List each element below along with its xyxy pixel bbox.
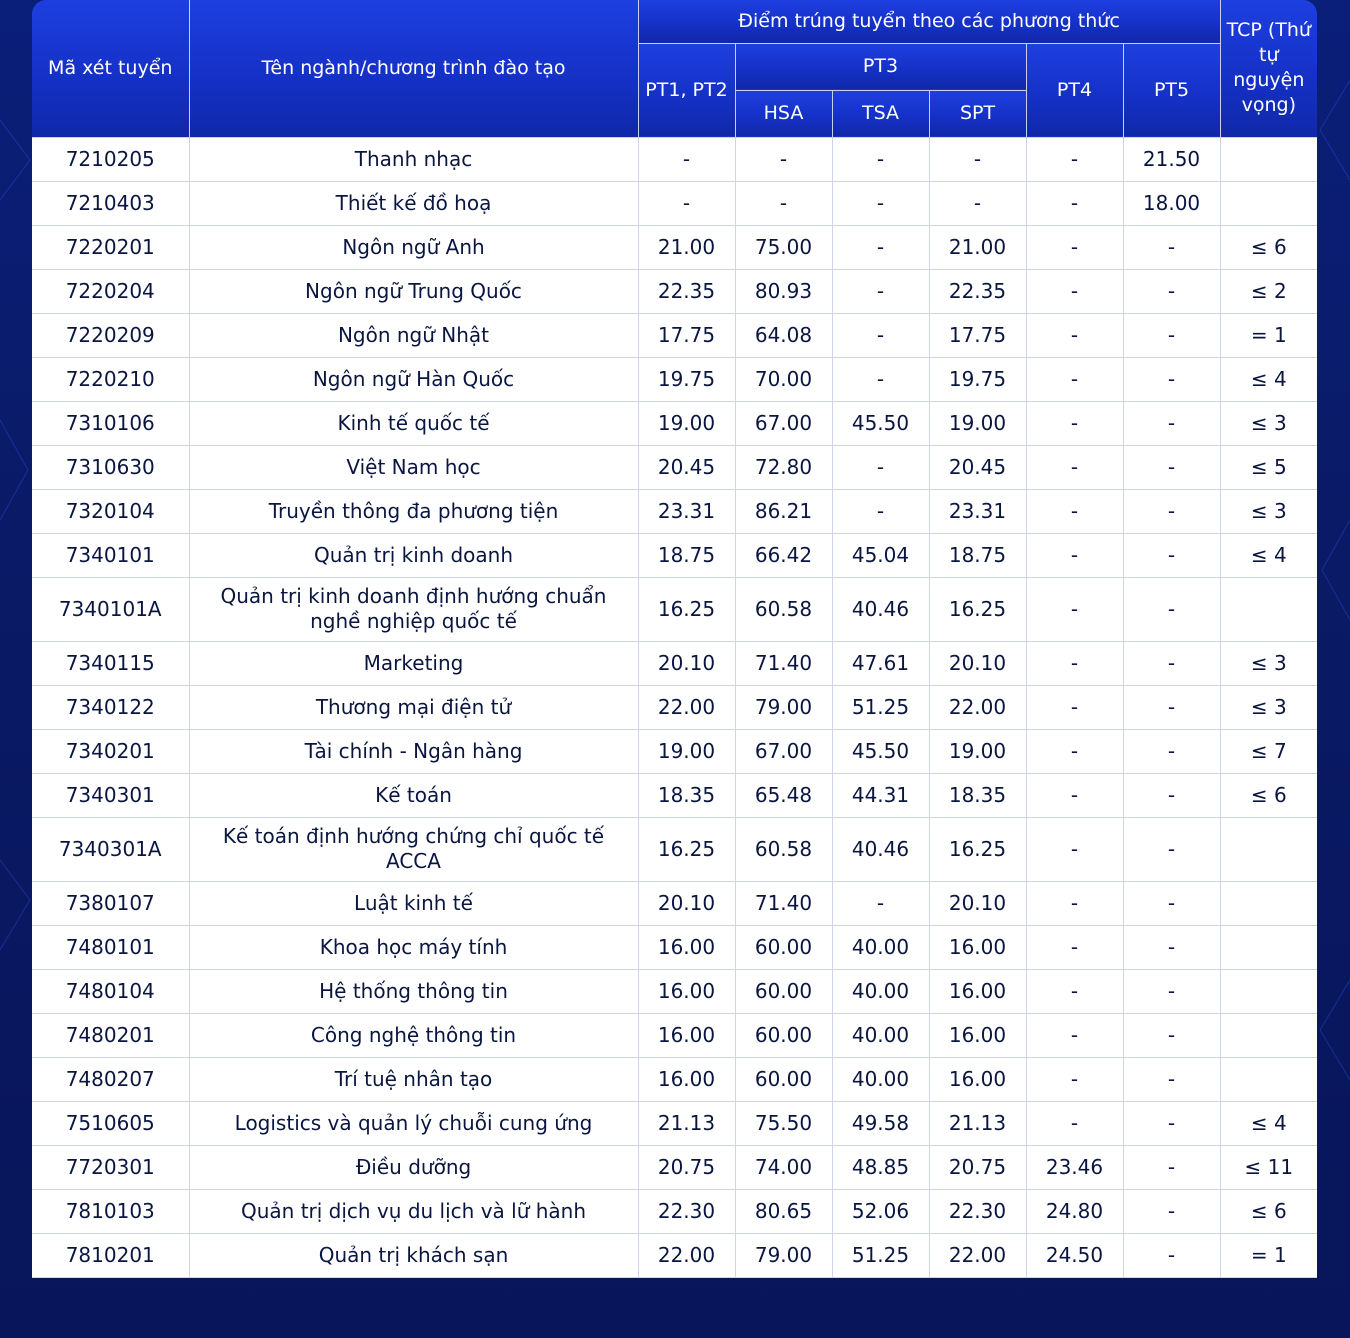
- pt4-cell: -: [1026, 1013, 1123, 1057]
- table-row: [32, 729, 1317, 773]
- code-cell: 7510605: [32, 1101, 189, 1145]
- code-cell: 7210403: [32, 181, 189, 225]
- pt4-cell: -: [1026, 357, 1123, 401]
- tsa-cell: -: [832, 313, 929, 357]
- tsa-cell: -: [832, 269, 929, 313]
- hsa-cell: 60.00: [735, 1013, 832, 1057]
- tcp-cell: ≤ 6: [1220, 225, 1317, 269]
- pt5-cell: -: [1123, 729, 1220, 773]
- pt5-cell: -: [1123, 685, 1220, 729]
- code-cell: 7480201: [32, 1013, 189, 1057]
- program-name-cell: Khoa học máy tính: [189, 925, 638, 969]
- table-row: [32, 773, 1317, 817]
- pt5-cell: -: [1123, 773, 1220, 817]
- table-row: [32, 577, 1317, 641]
- spt-cell: 16.00: [929, 1057, 1026, 1101]
- tsa-cell: -: [832, 225, 929, 269]
- pt1-pt2-cell: 18.35: [638, 773, 735, 817]
- pt1-pt2-cell: 16.25: [638, 817, 735, 881]
- tsa-cell: 40.00: [832, 969, 929, 1013]
- hsa-cell: 67.00: [735, 729, 832, 773]
- pt1-pt2-cell: 17.75: [638, 313, 735, 357]
- hsa-cell: 65.48: [735, 773, 832, 817]
- pt5-cell: -: [1123, 225, 1220, 269]
- spt-cell: -: [929, 137, 1026, 181]
- code-cell: 7220209: [32, 313, 189, 357]
- spt-cell: 19.00: [929, 401, 1026, 445]
- code-cell: 7210205: [32, 137, 189, 181]
- pt5-cell: -: [1123, 313, 1220, 357]
- program-name-cell: Quản trị khách sạn: [189, 1233, 638, 1277]
- pt5-cell: -: [1123, 969, 1220, 1013]
- table-row: [32, 357, 1317, 401]
- pt1-pt2-cell: 19.00: [638, 729, 735, 773]
- code-cell: 7340301A: [32, 817, 189, 881]
- pt4-cell: -: [1026, 225, 1123, 269]
- tsa-cell: 40.46: [832, 577, 929, 641]
- hsa-cell: 79.00: [735, 685, 832, 729]
- spt-cell: 16.25: [929, 817, 1026, 881]
- pt1-pt2-cell: 23.31: [638, 489, 735, 533]
- program-name-cell: Trí tuệ nhân tạo: [189, 1057, 638, 1101]
- spt-cell: 21.00: [929, 225, 1026, 269]
- pt1-pt2-cell: 16.00: [638, 1057, 735, 1101]
- hsa-cell: 60.58: [735, 577, 832, 641]
- code-cell: 7340201: [32, 729, 189, 773]
- code-cell: 7340101A: [32, 577, 189, 641]
- tsa-cell: 49.58: [832, 1101, 929, 1145]
- pt4-cell: -: [1026, 269, 1123, 313]
- pt1-pt2-cell: -: [638, 181, 735, 225]
- spt-cell: 21.13: [929, 1101, 1026, 1145]
- table-row: [32, 641, 1317, 685]
- table-row: [32, 817, 1317, 881]
- table-row: [32, 1189, 1317, 1233]
- program-name-cell: Truyền thông đa phương tiện: [189, 489, 638, 533]
- program-name-cell: Quản trị dịch vụ du lịch và lữ hành: [189, 1189, 638, 1233]
- spt-cell: 20.75: [929, 1145, 1026, 1189]
- pt5-cell: -: [1123, 533, 1220, 577]
- tcp-cell: ≤ 6: [1220, 773, 1317, 817]
- header-spt: SPT: [929, 90, 1026, 137]
- spt-cell: 20.10: [929, 641, 1026, 685]
- tcp-cell: [1220, 1057, 1317, 1101]
- tcp-cell: [1220, 817, 1317, 881]
- pt5-cell: -: [1123, 445, 1220, 489]
- pt4-cell: 24.50: [1026, 1233, 1123, 1277]
- code-cell: 7340101: [32, 533, 189, 577]
- tcp-cell: [1220, 577, 1317, 641]
- pt5-cell: -: [1123, 1101, 1220, 1145]
- pt5-cell: 21.50: [1123, 137, 1220, 181]
- table-row: [32, 489, 1317, 533]
- tsa-cell: 51.25: [832, 1233, 929, 1277]
- table-row: [32, 1013, 1317, 1057]
- table-row: [32, 401, 1317, 445]
- table-row: [32, 269, 1317, 313]
- pt1-pt2-cell: 20.10: [638, 881, 735, 925]
- spt-cell: 20.45: [929, 445, 1026, 489]
- tsa-cell: 40.00: [832, 1057, 929, 1101]
- tsa-cell: 47.61: [832, 641, 929, 685]
- program-name-cell: Kế toán định hướng chứng chỉ quốc tế ACCA: [189, 817, 638, 881]
- header-program-name: Tên ngành/chương trình đào tạo: [189, 0, 638, 137]
- spt-cell: 20.10: [929, 881, 1026, 925]
- pt5-cell: -: [1123, 1145, 1220, 1189]
- tcp-cell: ≤ 4: [1220, 357, 1317, 401]
- program-name-cell: Công nghệ thông tin: [189, 1013, 638, 1057]
- header-tcp: TCP (Thứ tự nguyện vọng): [1220, 0, 1317, 137]
- table-row: [32, 445, 1317, 489]
- table-row: [32, 313, 1317, 357]
- pt1-pt2-cell: -: [638, 137, 735, 181]
- pt5-cell: -: [1123, 817, 1220, 881]
- pt5-cell: -: [1123, 1189, 1220, 1233]
- tcp-cell: ≤ 7: [1220, 729, 1317, 773]
- pt4-cell: 24.80: [1026, 1189, 1123, 1233]
- tcp-cell: [1220, 181, 1317, 225]
- code-cell: 7380107: [32, 881, 189, 925]
- pt4-cell: -: [1026, 641, 1123, 685]
- hsa-cell: 66.42: [735, 533, 832, 577]
- tcp-cell: ≤ 3: [1220, 641, 1317, 685]
- pt5-cell: -: [1123, 881, 1220, 925]
- hsa-cell: 79.00: [735, 1233, 832, 1277]
- spt-cell: 22.30: [929, 1189, 1026, 1233]
- pt4-cell: -: [1026, 445, 1123, 489]
- pt4-cell: -: [1026, 313, 1123, 357]
- program-name-cell: Thanh nhạc: [189, 137, 638, 181]
- program-name-cell: Thiết kế đồ hoạ: [189, 181, 638, 225]
- tsa-cell: 45.50: [832, 401, 929, 445]
- table-row: [32, 1057, 1317, 1101]
- hsa-cell: 74.00: [735, 1145, 832, 1189]
- hsa-cell: 86.21: [735, 489, 832, 533]
- pt4-cell: -: [1026, 817, 1123, 881]
- tsa-cell: -: [832, 181, 929, 225]
- program-name-cell: Việt Nam học: [189, 445, 638, 489]
- program-name-cell: Điều dưỡng: [189, 1145, 638, 1189]
- pt5-cell: -: [1123, 401, 1220, 445]
- hsa-cell: 80.93: [735, 269, 832, 313]
- header-admission-methods: Điểm trúng tuyển theo các phương thức: [638, 0, 1220, 43]
- spt-cell: 16.00: [929, 1013, 1026, 1057]
- table-row: [32, 685, 1317, 729]
- hsa-cell: 71.40: [735, 881, 832, 925]
- program-name-cell: Marketing: [189, 641, 638, 685]
- spt-cell: 22.35: [929, 269, 1026, 313]
- pt4-cell: -: [1026, 1057, 1123, 1101]
- table-row: [32, 1145, 1317, 1189]
- code-cell: 7810201: [32, 1233, 189, 1277]
- pt1-pt2-cell: 22.30: [638, 1189, 735, 1233]
- pt5-cell: -: [1123, 357, 1220, 401]
- hsa-cell: 71.40: [735, 641, 832, 685]
- pt4-cell: -: [1026, 773, 1123, 817]
- pt1-pt2-cell: 22.00: [638, 685, 735, 729]
- tcp-cell: ≤ 3: [1220, 685, 1317, 729]
- pt5-cell: -: [1123, 641, 1220, 685]
- admission-score-table: [32, 0, 1317, 1278]
- table-row: [32, 881, 1317, 925]
- code-cell: 7480207: [32, 1057, 189, 1101]
- tcp-cell: ≤ 3: [1220, 489, 1317, 533]
- header-pt1-pt2: PT1, PT2: [638, 43, 735, 137]
- pt1-pt2-cell: 21.00: [638, 225, 735, 269]
- pt5-cell: -: [1123, 577, 1220, 641]
- pt4-cell: -: [1026, 685, 1123, 729]
- tcp-cell: = 1: [1220, 313, 1317, 357]
- tcp-cell: = 1: [1220, 1233, 1317, 1277]
- pt5-cell: -: [1123, 1057, 1220, 1101]
- pt4-cell: -: [1026, 577, 1123, 641]
- pt1-pt2-cell: 16.00: [638, 925, 735, 969]
- hsa-cell: -: [735, 181, 832, 225]
- program-name-cell: Quản trị kinh doanh: [189, 533, 638, 577]
- code-cell: 7340122: [32, 685, 189, 729]
- pt5-cell: -: [1123, 1233, 1220, 1277]
- table-body: [32, 137, 1317, 1277]
- pt1-pt2-cell: 22.35: [638, 269, 735, 313]
- hsa-cell: 60.00: [735, 925, 832, 969]
- spt-cell: 16.00: [929, 925, 1026, 969]
- tsa-cell: -: [832, 881, 929, 925]
- pt4-cell: -: [1026, 881, 1123, 925]
- program-name-cell: Quản trị kinh doanh định hướng chuẩn nghề nghiệp quốc tế: [189, 577, 638, 641]
- table-row: [32, 533, 1317, 577]
- hsa-cell: 72.80: [735, 445, 832, 489]
- tcp-cell: ≤ 4: [1220, 533, 1317, 577]
- pt4-cell: -: [1026, 137, 1123, 181]
- table-row: [32, 969, 1317, 1013]
- program-name-cell: Tài chính - Ngân hàng: [189, 729, 638, 773]
- pt5-cell: -: [1123, 1013, 1220, 1057]
- pt5-cell: -: [1123, 489, 1220, 533]
- code-cell: 7340301: [32, 773, 189, 817]
- spt-cell: 23.31: [929, 489, 1026, 533]
- hsa-cell: 60.58: [735, 817, 832, 881]
- program-name-cell: Luật kinh tế: [189, 881, 638, 925]
- header-pt5: PT5: [1123, 43, 1220, 137]
- pt4-cell: -: [1026, 401, 1123, 445]
- code-cell: 7340115: [32, 641, 189, 685]
- tcp-cell: ≤ 2: [1220, 269, 1317, 313]
- pt5-cell: -: [1123, 269, 1220, 313]
- tsa-cell: -: [832, 137, 929, 181]
- hsa-cell: 67.00: [735, 401, 832, 445]
- pt4-cell: -: [1026, 729, 1123, 773]
- tsa-cell: 52.06: [832, 1189, 929, 1233]
- pt1-pt2-cell: 20.45: [638, 445, 735, 489]
- tsa-cell: 44.31: [832, 773, 929, 817]
- header-tsa: TSA: [832, 90, 929, 137]
- tcp-cell: ≤ 4: [1220, 1101, 1317, 1145]
- code-cell: 7220210: [32, 357, 189, 401]
- hsa-cell: 60.00: [735, 969, 832, 1013]
- code-cell: 7480101: [32, 925, 189, 969]
- pt4-cell: -: [1026, 1101, 1123, 1145]
- tcp-cell: [1220, 969, 1317, 1013]
- pt4-cell: -: [1026, 533, 1123, 577]
- hsa-cell: 60.00: [735, 1057, 832, 1101]
- program-name-cell: Logistics và quản lý chuỗi cung ứng: [189, 1101, 638, 1145]
- hsa-cell: 64.08: [735, 313, 832, 357]
- code-cell: 7220204: [32, 269, 189, 313]
- pt4-cell: 23.46: [1026, 1145, 1123, 1189]
- table-row: [32, 925, 1317, 969]
- pt1-pt2-cell: 18.75: [638, 533, 735, 577]
- table-row: [32, 1233, 1317, 1277]
- pt5-cell: 18.00: [1123, 181, 1220, 225]
- tsa-cell: -: [832, 489, 929, 533]
- table-header: [32, 0, 1317, 137]
- tcp-cell: [1220, 925, 1317, 969]
- header-pt3: PT3: [735, 43, 1026, 90]
- tsa-cell: 40.46: [832, 817, 929, 881]
- program-name-cell: Ngôn ngữ Hàn Quốc: [189, 357, 638, 401]
- spt-cell: 18.35: [929, 773, 1026, 817]
- pt1-pt2-cell: 19.75: [638, 357, 735, 401]
- spt-cell: 16.25: [929, 577, 1026, 641]
- code-cell: 7720301: [32, 1145, 189, 1189]
- pt1-pt2-cell: 22.00: [638, 1233, 735, 1277]
- pt1-pt2-cell: 16.25: [638, 577, 735, 641]
- pt1-pt2-cell: 19.00: [638, 401, 735, 445]
- tsa-cell: -: [832, 445, 929, 489]
- hsa-cell: 75.00: [735, 225, 832, 269]
- tcp-cell: ≤ 11: [1220, 1145, 1317, 1189]
- spt-cell: 22.00: [929, 1233, 1026, 1277]
- header-code: Mã xét tuyển: [32, 0, 189, 137]
- tcp-cell: ≤ 6: [1220, 1189, 1317, 1233]
- pt4-cell: -: [1026, 925, 1123, 969]
- header-hsa: HSA: [735, 90, 832, 137]
- code-cell: 7320104: [32, 489, 189, 533]
- pt1-pt2-cell: 21.13: [638, 1101, 735, 1145]
- spt-cell: 17.75: [929, 313, 1026, 357]
- table-row: [32, 225, 1317, 269]
- table-row: [32, 1101, 1317, 1145]
- tsa-cell: 45.50: [832, 729, 929, 773]
- tsa-cell: 51.25: [832, 685, 929, 729]
- pt1-pt2-cell: 16.00: [638, 1013, 735, 1057]
- pt4-cell: -: [1026, 969, 1123, 1013]
- tcp-cell: ≤ 3: [1220, 401, 1317, 445]
- spt-cell: 19.00: [929, 729, 1026, 773]
- tcp-cell: [1220, 1013, 1317, 1057]
- code-cell: 7480104: [32, 969, 189, 1013]
- pt1-pt2-cell: 16.00: [638, 969, 735, 1013]
- code-cell: 7310630: [32, 445, 189, 489]
- spt-cell: 16.00: [929, 969, 1026, 1013]
- spt-cell: 19.75: [929, 357, 1026, 401]
- table-row: [32, 137, 1317, 181]
- hsa-cell: 80.65: [735, 1189, 832, 1233]
- tsa-cell: 48.85: [832, 1145, 929, 1189]
- code-cell: 7220201: [32, 225, 189, 269]
- tcp-cell: [1220, 137, 1317, 181]
- hsa-cell: 75.50: [735, 1101, 832, 1145]
- table-row: [32, 181, 1317, 225]
- program-name-cell: Hệ thống thông tin: [189, 969, 638, 1013]
- tsa-cell: 40.00: [832, 1013, 929, 1057]
- header-pt4: PT4: [1026, 43, 1123, 137]
- spt-cell: -: [929, 181, 1026, 225]
- spt-cell: 22.00: [929, 685, 1026, 729]
- pt4-cell: -: [1026, 489, 1123, 533]
- hsa-cell: -: [735, 137, 832, 181]
- program-name-cell: Kế toán: [189, 773, 638, 817]
- pt1-pt2-cell: 20.75: [638, 1145, 735, 1189]
- tcp-cell: ≤ 5: [1220, 445, 1317, 489]
- spt-cell: 18.75: [929, 533, 1026, 577]
- program-name-cell: Thương mại điện tử: [189, 685, 638, 729]
- program-name-cell: Ngôn ngữ Trung Quốc: [189, 269, 638, 313]
- code-cell: 7810103: [32, 1189, 189, 1233]
- code-cell: 7310106: [32, 401, 189, 445]
- program-name-cell: Ngôn ngữ Nhật: [189, 313, 638, 357]
- tsa-cell: 45.04: [832, 533, 929, 577]
- tsa-cell: -: [832, 357, 929, 401]
- tcp-cell: [1220, 881, 1317, 925]
- hsa-cell: 70.00: [735, 357, 832, 401]
- program-name-cell: Ngôn ngữ Anh: [189, 225, 638, 269]
- tsa-cell: 40.00: [832, 925, 929, 969]
- pt4-cell: -: [1026, 181, 1123, 225]
- pt5-cell: -: [1123, 925, 1220, 969]
- admission-score-table-frame: [32, 0, 1317, 1338]
- pt1-pt2-cell: 20.10: [638, 641, 735, 685]
- program-name-cell: Kinh tế quốc tế: [189, 401, 638, 445]
